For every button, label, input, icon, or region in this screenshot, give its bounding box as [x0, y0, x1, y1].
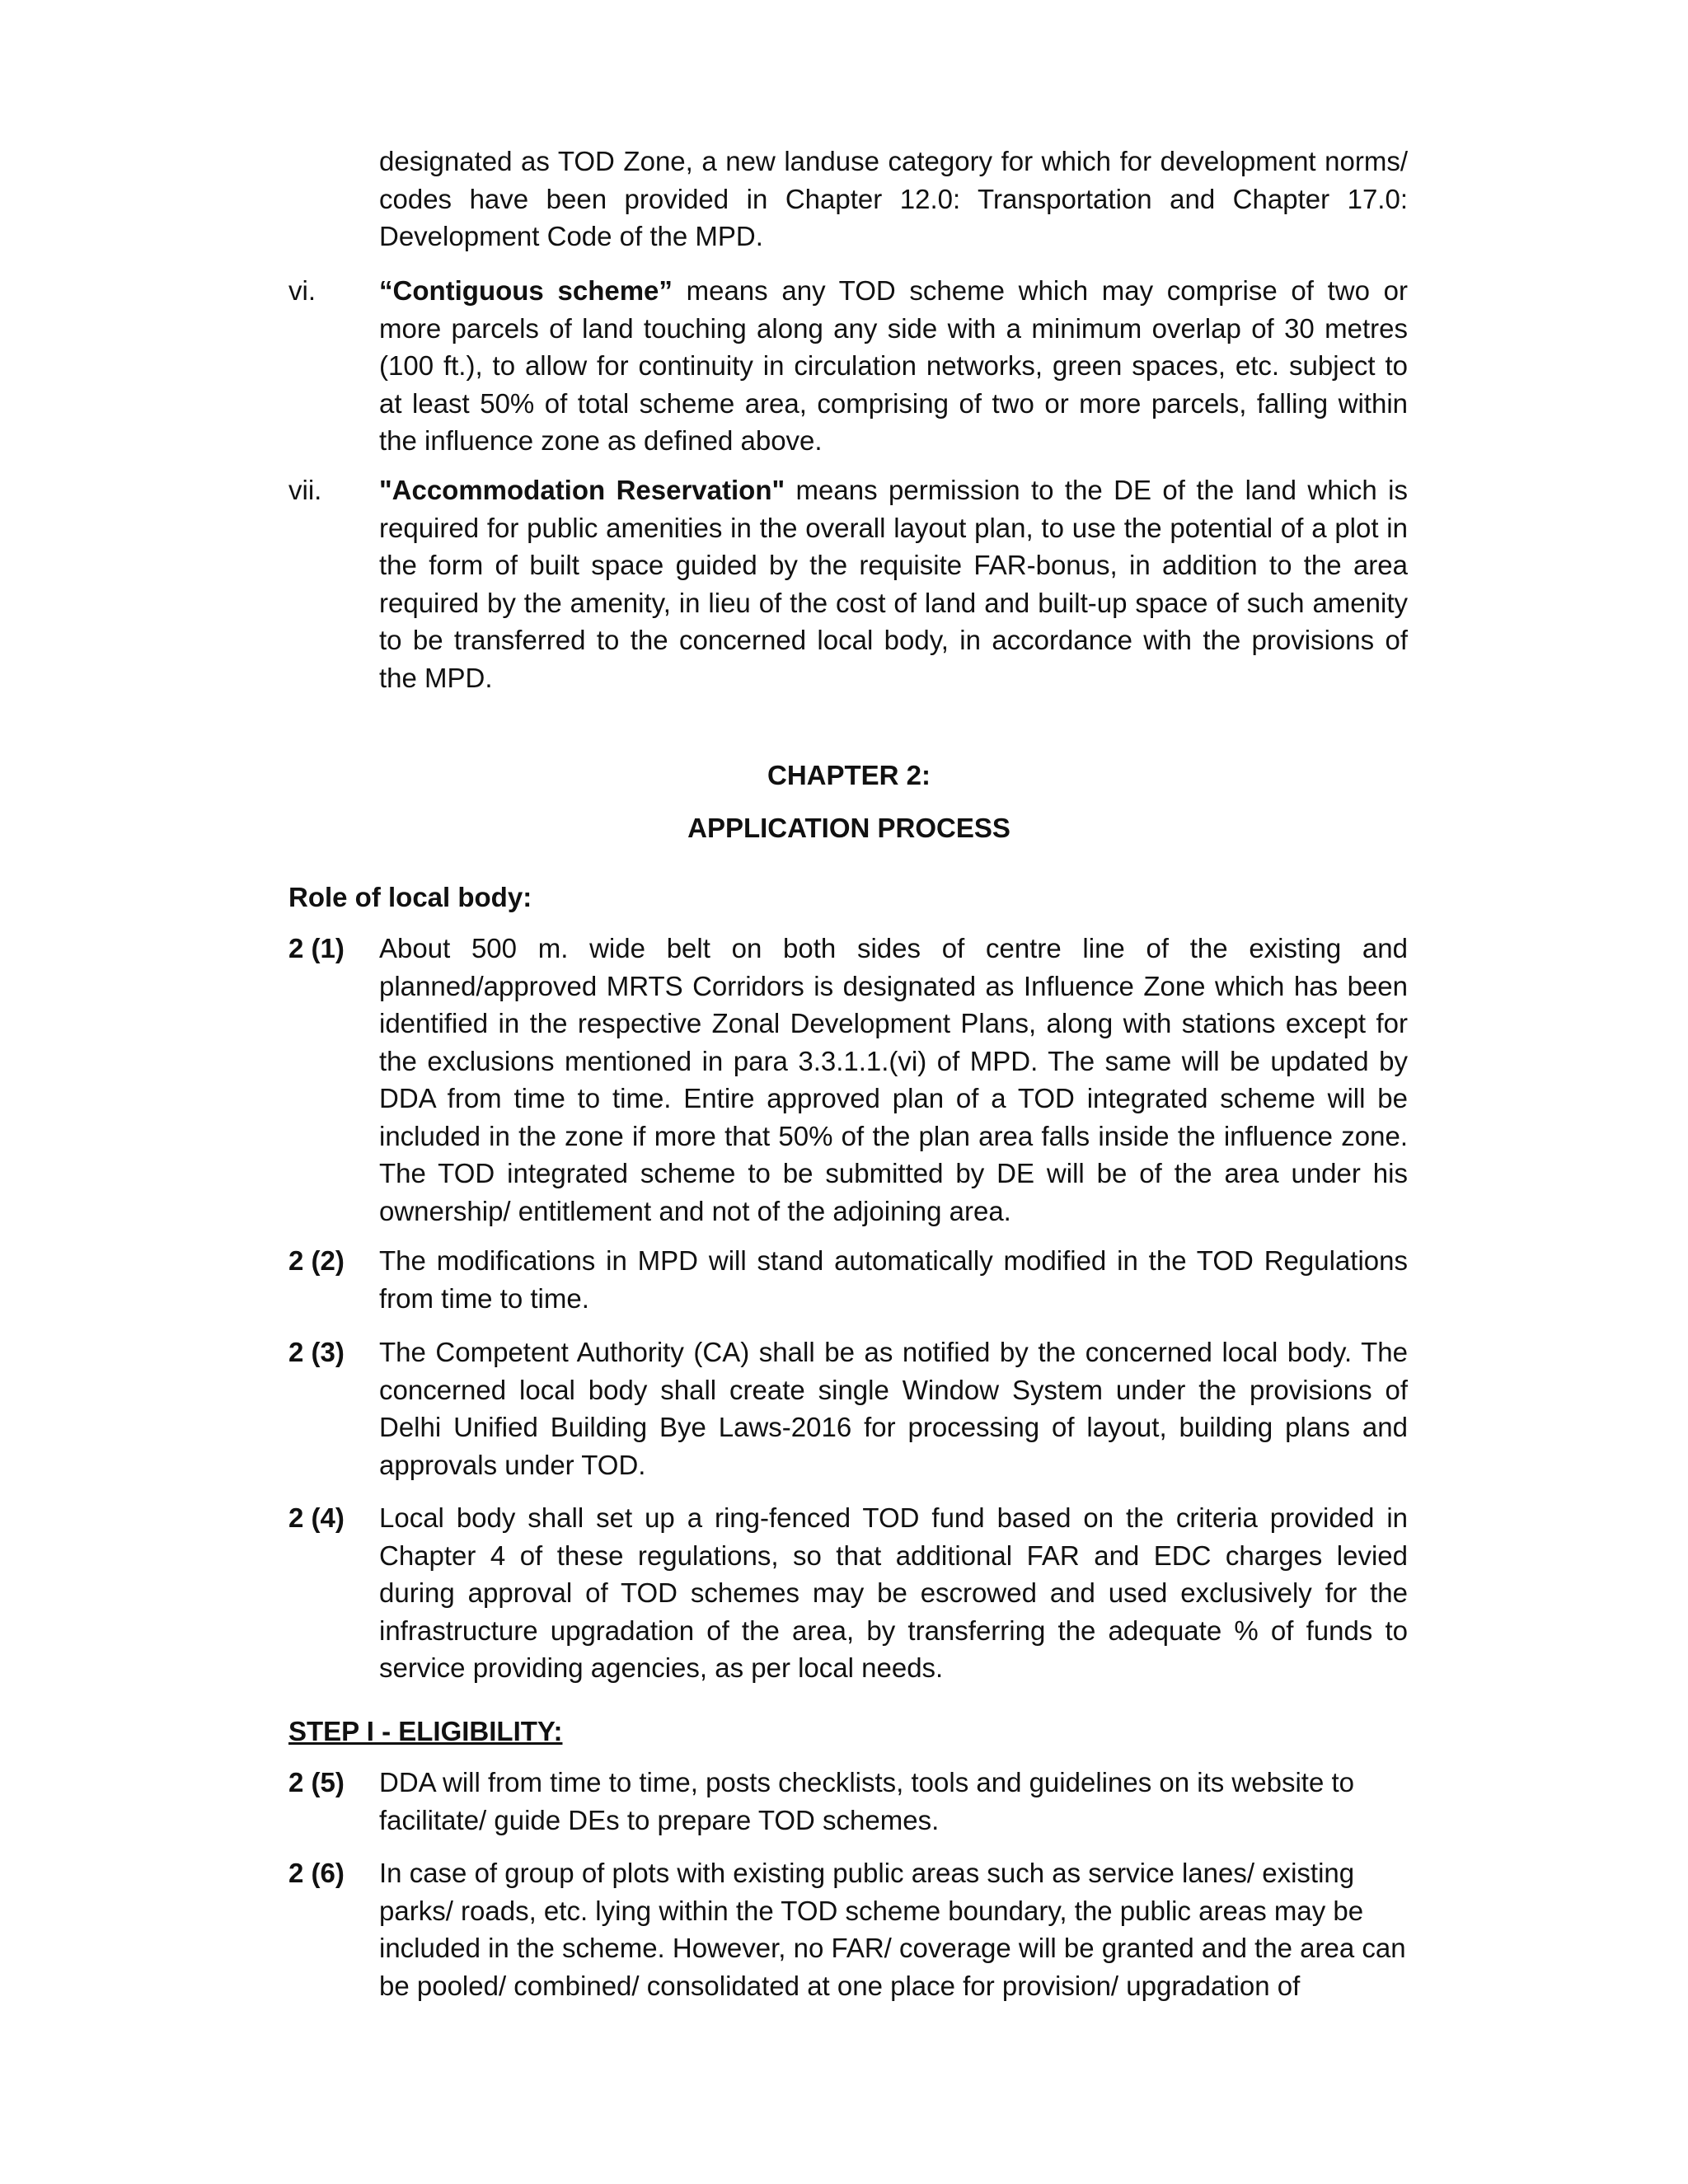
- clause-number: 2 (1): [288, 933, 345, 963]
- clause-number: 2 (5): [288, 1767, 345, 1797]
- clause-text: In case of group of plots with existing public areas such as service lanes/ existing parks/ roads, etc. lying within the TOD scheme boundary, the public areas may be included in the scheme. However, no FAR/ coverage will be granted and the area can be pooled/ combined/ consolidated at one place for provision/ upgradation of: [379, 1858, 1406, 2001]
- continuation-paragraph: designated as TOD Zone, a new landuse category for which for development norms/ codes have been provided in Chapter 12.0: Transportation and Chapter 17.0: Development Code of the MPD.: [379, 146, 1408, 251]
- chapter-title: APPLICATION PROCESS: [687, 813, 1010, 843]
- definition-paragraph: [379, 272, 1408, 460]
- chapter-number: CHAPTER 2:: [767, 760, 931, 790]
- clause-text: Local body shall set up a ring-fenced TOD fund based on the criteria provided in Chapter 4 of these regulations, so that additional FAR and EDC charges levied during approval of TOD schemes may be escrowed and used exclusively for the infrastructure upgradation of the area, by transferring the adequate % of funds to service providing agencies, as per local needs.: [379, 1502, 1408, 1683]
- definition-number: vi.: [288, 275, 316, 306]
- clause-number: 2 (4): [288, 1502, 345, 1533]
- clause-number: 2 (2): [288, 1245, 345, 1276]
- clause-number: 2 (6): [288, 1858, 345, 1888]
- clause-text: The Competent Authority (CA) shall be as notified by the concerned local body. The concerned local body shall create single Window System under the provisions of Delhi Unified Building Bye Laws-2016 for processing of layout, building plans and approvals under TOD.: [379, 1337, 1408, 1480]
- clause-text: The modifications in MPD will stand automatically modified in the TOD Regulations from time to time.: [379, 1245, 1408, 1314]
- definition-text: means permission to the DE of the land which is required for public amenities in the overall layout plan, to use the potential of a plot in the form of built space guided by the requisite FAR-bonus, in addition to the area required by the amenity, in lieu of the cost of land and built-up space of such amenity to be transferred to the concerned local body, in accordance with the provisions of the MPD.: [379, 475, 1408, 693]
- step-heading: STEP I - ELIGIBILITY:: [288, 1716, 563, 1746]
- definition-text: means any TOD scheme which may comprise of two or more parcels of land touching along any side with a minimum overlap of 30 metres (100 ft.), to allow for continuity in circulation networks, green spaces, etc. subject to at least 50% of total scheme area, comprising of two or more parcels, falling within the influence zone as defined above.: [379, 275, 1408, 456]
- clause-number: 2 (3): [288, 1337, 345, 1367]
- definition-paragraph: [379, 471, 1408, 696]
- clause-text: DDA will from time to time, posts checklists, tools and guidelines on its website to facilitate/ guide DEs to prepare TOD schemes.: [379, 1767, 1354, 1835]
- clause-text: About 500 m. wide belt on both sides of centre line of the existing and planned/approved MRTS Corridors is designated as Influence Zone which has been identified in the respective Zonal Development Plans, along with stations except for the exclusions mentioned in para 3.3.1.1.(vi) of MPD. The same will be updated by DDA from time to time. Entire approved plan of a TOD integrated scheme will be included in the zone if more that 50% of the plan area falls inside the influence zone. The TOD integrated scheme to be submitted by DE will be of the area under his ownership/ entitlement and not of the adjoining area.: [379, 933, 1408, 1226]
- definition-number: vii.: [288, 475, 322, 505]
- section-heading: Role of local body:: [288, 882, 532, 912]
- definition-term: "Accommodation Reservation": [379, 475, 785, 505]
- definition-term: “Contiguous scheme”: [379, 275, 673, 306]
